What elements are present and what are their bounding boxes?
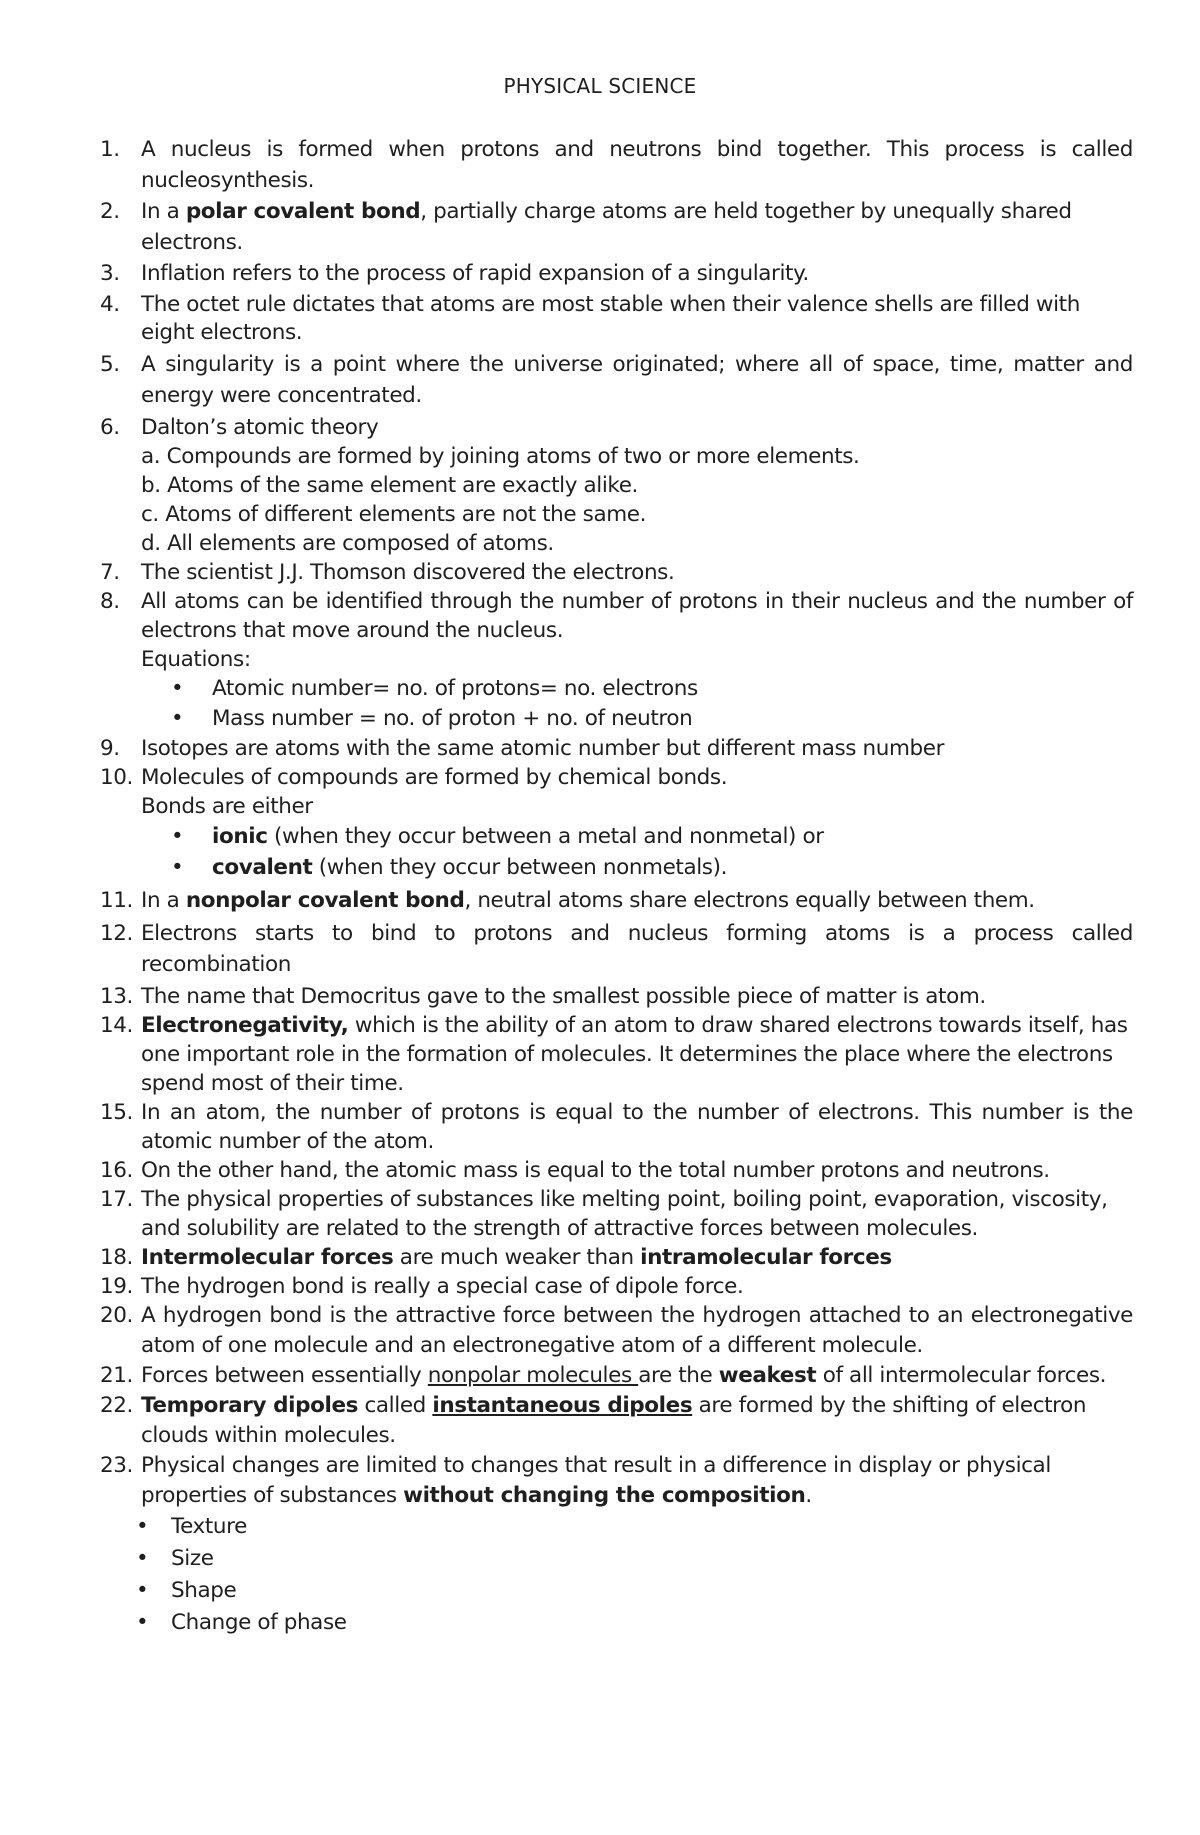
item-text: A hydrogen bond is the attractive force between the hydrogen attached to an electronegative atom of one molecule and an electronegative atom of a different molecule. xyxy=(141,1303,1133,1358)
item-number: 4. xyxy=(100,292,120,317)
list-item xyxy=(100,982,1133,1011)
bold-term: nonpolar covalent bond xyxy=(185,888,465,913)
bullet-item xyxy=(136,1511,1133,1543)
bullet-item xyxy=(100,821,1133,852)
item-number: 2. xyxy=(100,199,120,224)
list-item xyxy=(100,1011,1133,1098)
sub-item: d. All elements are composed of atoms. xyxy=(141,531,554,556)
bullet-text: Atomic number= no. of protons= no. electrons xyxy=(212,676,698,701)
list-item xyxy=(100,196,1133,258)
item-number: 21. xyxy=(100,1363,133,1388)
list-item xyxy=(100,734,1133,763)
bullet-text: Shape xyxy=(171,1578,237,1603)
bullet-item xyxy=(136,1607,1133,1639)
item-text: In a xyxy=(141,199,186,224)
bold-term: covalent xyxy=(212,855,313,880)
list-item xyxy=(100,885,1133,916)
item-number: 1. xyxy=(100,137,120,162)
item-text: Physical changes are limited to changes that result in a difference in display or physical properties of substances xyxy=(141,1453,1051,1508)
bullet-item xyxy=(136,1575,1133,1607)
bullet-text: (when they occur between a metal and nonmetal) or xyxy=(267,824,824,849)
item-text: Isotopes are atoms with the same atomic number but different mass number xyxy=(141,736,945,761)
item-text: Inflation refers to the process of rapid expansion of a singularity. xyxy=(141,261,809,286)
list-item xyxy=(100,1361,1133,1391)
numbered-list xyxy=(100,134,1133,1639)
item-number: 7. xyxy=(100,560,120,585)
bullet-icon: • xyxy=(136,1514,149,1539)
item-text: are formed by the shifting of electron clouds within molecules. xyxy=(141,1393,1087,1448)
item-text: The octet rule dictates that atoms are most stable when their valence shells are filled with eight electrons. xyxy=(141,292,1080,345)
item-number: 9. xyxy=(100,736,120,761)
item-text: Electrons starts to bind to protons and nucleus forming atoms is a process called recombination xyxy=(141,921,1133,977)
item-number: 11. xyxy=(100,888,133,913)
item-text: The hydrogen bond is really a special case of dipole force. xyxy=(141,1274,744,1299)
item-number: 12. xyxy=(100,921,133,946)
item-number: 18. xyxy=(100,1245,133,1270)
bullet-text: Mass number = no. of proton + no. of neutron xyxy=(212,706,693,731)
item-text: . xyxy=(805,1483,812,1508)
item-number: 6. xyxy=(100,415,120,440)
item-number: 10. xyxy=(100,765,133,790)
bullet-item xyxy=(100,852,1133,883)
list-item xyxy=(100,134,1133,196)
item-text: The scientist J.J. Thomson discovered the electrons. xyxy=(141,560,675,585)
bold-term: Electronegativity, xyxy=(141,1013,349,1038)
item-text: which is the ability of an atom to draw shared electrons towards itself, has one important role in the formation of molecules. It determines the place where the electrons spend most of their time. xyxy=(141,1013,1128,1096)
list-item xyxy=(100,349,1133,411)
list-item xyxy=(100,1301,1133,1361)
item-text: In an atom, the number of protons is equal to the number of electrons. This number is the atomic number of the atom. xyxy=(141,1100,1133,1154)
bold-term: ionic xyxy=(212,824,268,849)
item-number: 22. xyxy=(100,1393,133,1418)
bold-term: polar covalent bond xyxy=(185,199,421,224)
bullet-text: (when they occur between nonmetals). xyxy=(312,855,728,880)
item-number: 16. xyxy=(100,1158,133,1183)
underlined-term: instantaneous dipoles xyxy=(432,1393,693,1418)
equations-label: Equations: xyxy=(141,647,251,672)
list-item xyxy=(100,1272,1133,1301)
list-item xyxy=(100,763,1133,883)
bold-term: intramolecular forces xyxy=(640,1245,892,1270)
bold-term xyxy=(432,1393,692,1418)
item-text: The name that Democritus gave to the smallest possible piece of matter is atom. xyxy=(141,984,986,1009)
item-number: 8. xyxy=(100,589,120,614)
page-title: PHYSICAL SCIENCE xyxy=(503,74,697,98)
list-item xyxy=(100,1243,1133,1272)
item-text: , partially charge atoms are held together by unequally shared electrons. xyxy=(141,199,1072,255)
list-item xyxy=(100,291,1133,347)
bullet-icon: • xyxy=(171,706,184,731)
bullet-icon: • xyxy=(171,676,184,701)
item-number: 15. xyxy=(100,1100,133,1125)
item-number: 23. xyxy=(100,1453,133,1478)
item-text: of all intermolecular forces. xyxy=(816,1363,1107,1388)
bullet-text: Texture xyxy=(171,1514,247,1539)
item-text: A singularity is a point where the universe originated; where all of space, time, matter and energy were concentrated. xyxy=(141,352,1133,408)
list-item xyxy=(100,258,1133,289)
bullet-icon: • xyxy=(136,1610,149,1635)
sub-text: Bonds are either xyxy=(141,794,313,819)
underlined-term: nonpolar molecules xyxy=(427,1363,639,1388)
bold-term: Intermolecular forces xyxy=(141,1245,394,1270)
bullet-icon: • xyxy=(171,855,184,880)
bullet-icon: • xyxy=(136,1546,149,1571)
item-number: 17. xyxy=(100,1187,133,1212)
bullet-item xyxy=(100,674,1133,704)
list-item xyxy=(100,1391,1133,1451)
list-item xyxy=(100,1156,1133,1185)
item-text: Molecules of compounds are formed by chemical bonds. xyxy=(141,765,728,790)
item-number: 19. xyxy=(100,1274,133,1299)
bold-term: weakest xyxy=(718,1363,817,1388)
item-text: , neutral atoms share electrons equally between them. xyxy=(464,888,1035,913)
list-item xyxy=(100,413,1133,558)
bullet-item xyxy=(136,1543,1133,1575)
sub-item: a. Compounds are formed by joining atoms of two or more elements. xyxy=(141,444,860,469)
bullet-item xyxy=(100,704,1133,734)
item-number: 14. xyxy=(100,1013,133,1038)
item-text: are the xyxy=(638,1363,719,1388)
bold-term: Temporary dipoles xyxy=(141,1393,359,1418)
bullet-icon: • xyxy=(171,824,184,849)
list-item xyxy=(100,558,1133,587)
list-item xyxy=(100,587,1133,734)
item-text: In a xyxy=(141,888,186,913)
list-item xyxy=(100,918,1133,980)
item-number: 5. xyxy=(100,352,120,377)
list-item xyxy=(100,1098,1133,1156)
bullet-icon: • xyxy=(136,1578,149,1603)
item-text: Forces between essentially xyxy=(141,1363,428,1388)
list-item xyxy=(100,1451,1133,1511)
item-text: On the other hand, the atomic mass is equal to the total number protons and neutrons. xyxy=(141,1158,1050,1183)
item-text: are much weaker than xyxy=(393,1245,641,1270)
item-text: The physical properties of substances like melting point, boiling point, evaporation, viscosity, and solubility are related to the strength of attractive forces between molecules. xyxy=(141,1187,1108,1241)
bullet-text: Size xyxy=(171,1546,214,1571)
item-text: All atoms can be identified through the number of protons in their nucleus and the number of electrons that move around the nucleus. xyxy=(141,589,1133,643)
item-number: 3. xyxy=(100,261,120,286)
item-number: 13. xyxy=(100,984,133,1009)
item-text: called xyxy=(358,1393,433,1418)
item-text: A nucleus is formed when protons and neutrons bind together. This process is called nucleosynthesis. xyxy=(141,137,1133,193)
sub-item: b. Atoms of the same element are exactly alike. xyxy=(141,473,638,498)
sub-item: c. Atoms of different elements are not the same. xyxy=(141,502,647,527)
item-text: Dalton’s atomic theory xyxy=(141,415,379,440)
list-item xyxy=(100,1185,1133,1243)
item-number: 20. xyxy=(100,1303,133,1328)
bullet-text: Change of phase xyxy=(171,1610,347,1635)
bold-term: without changing the composition xyxy=(403,1483,806,1508)
